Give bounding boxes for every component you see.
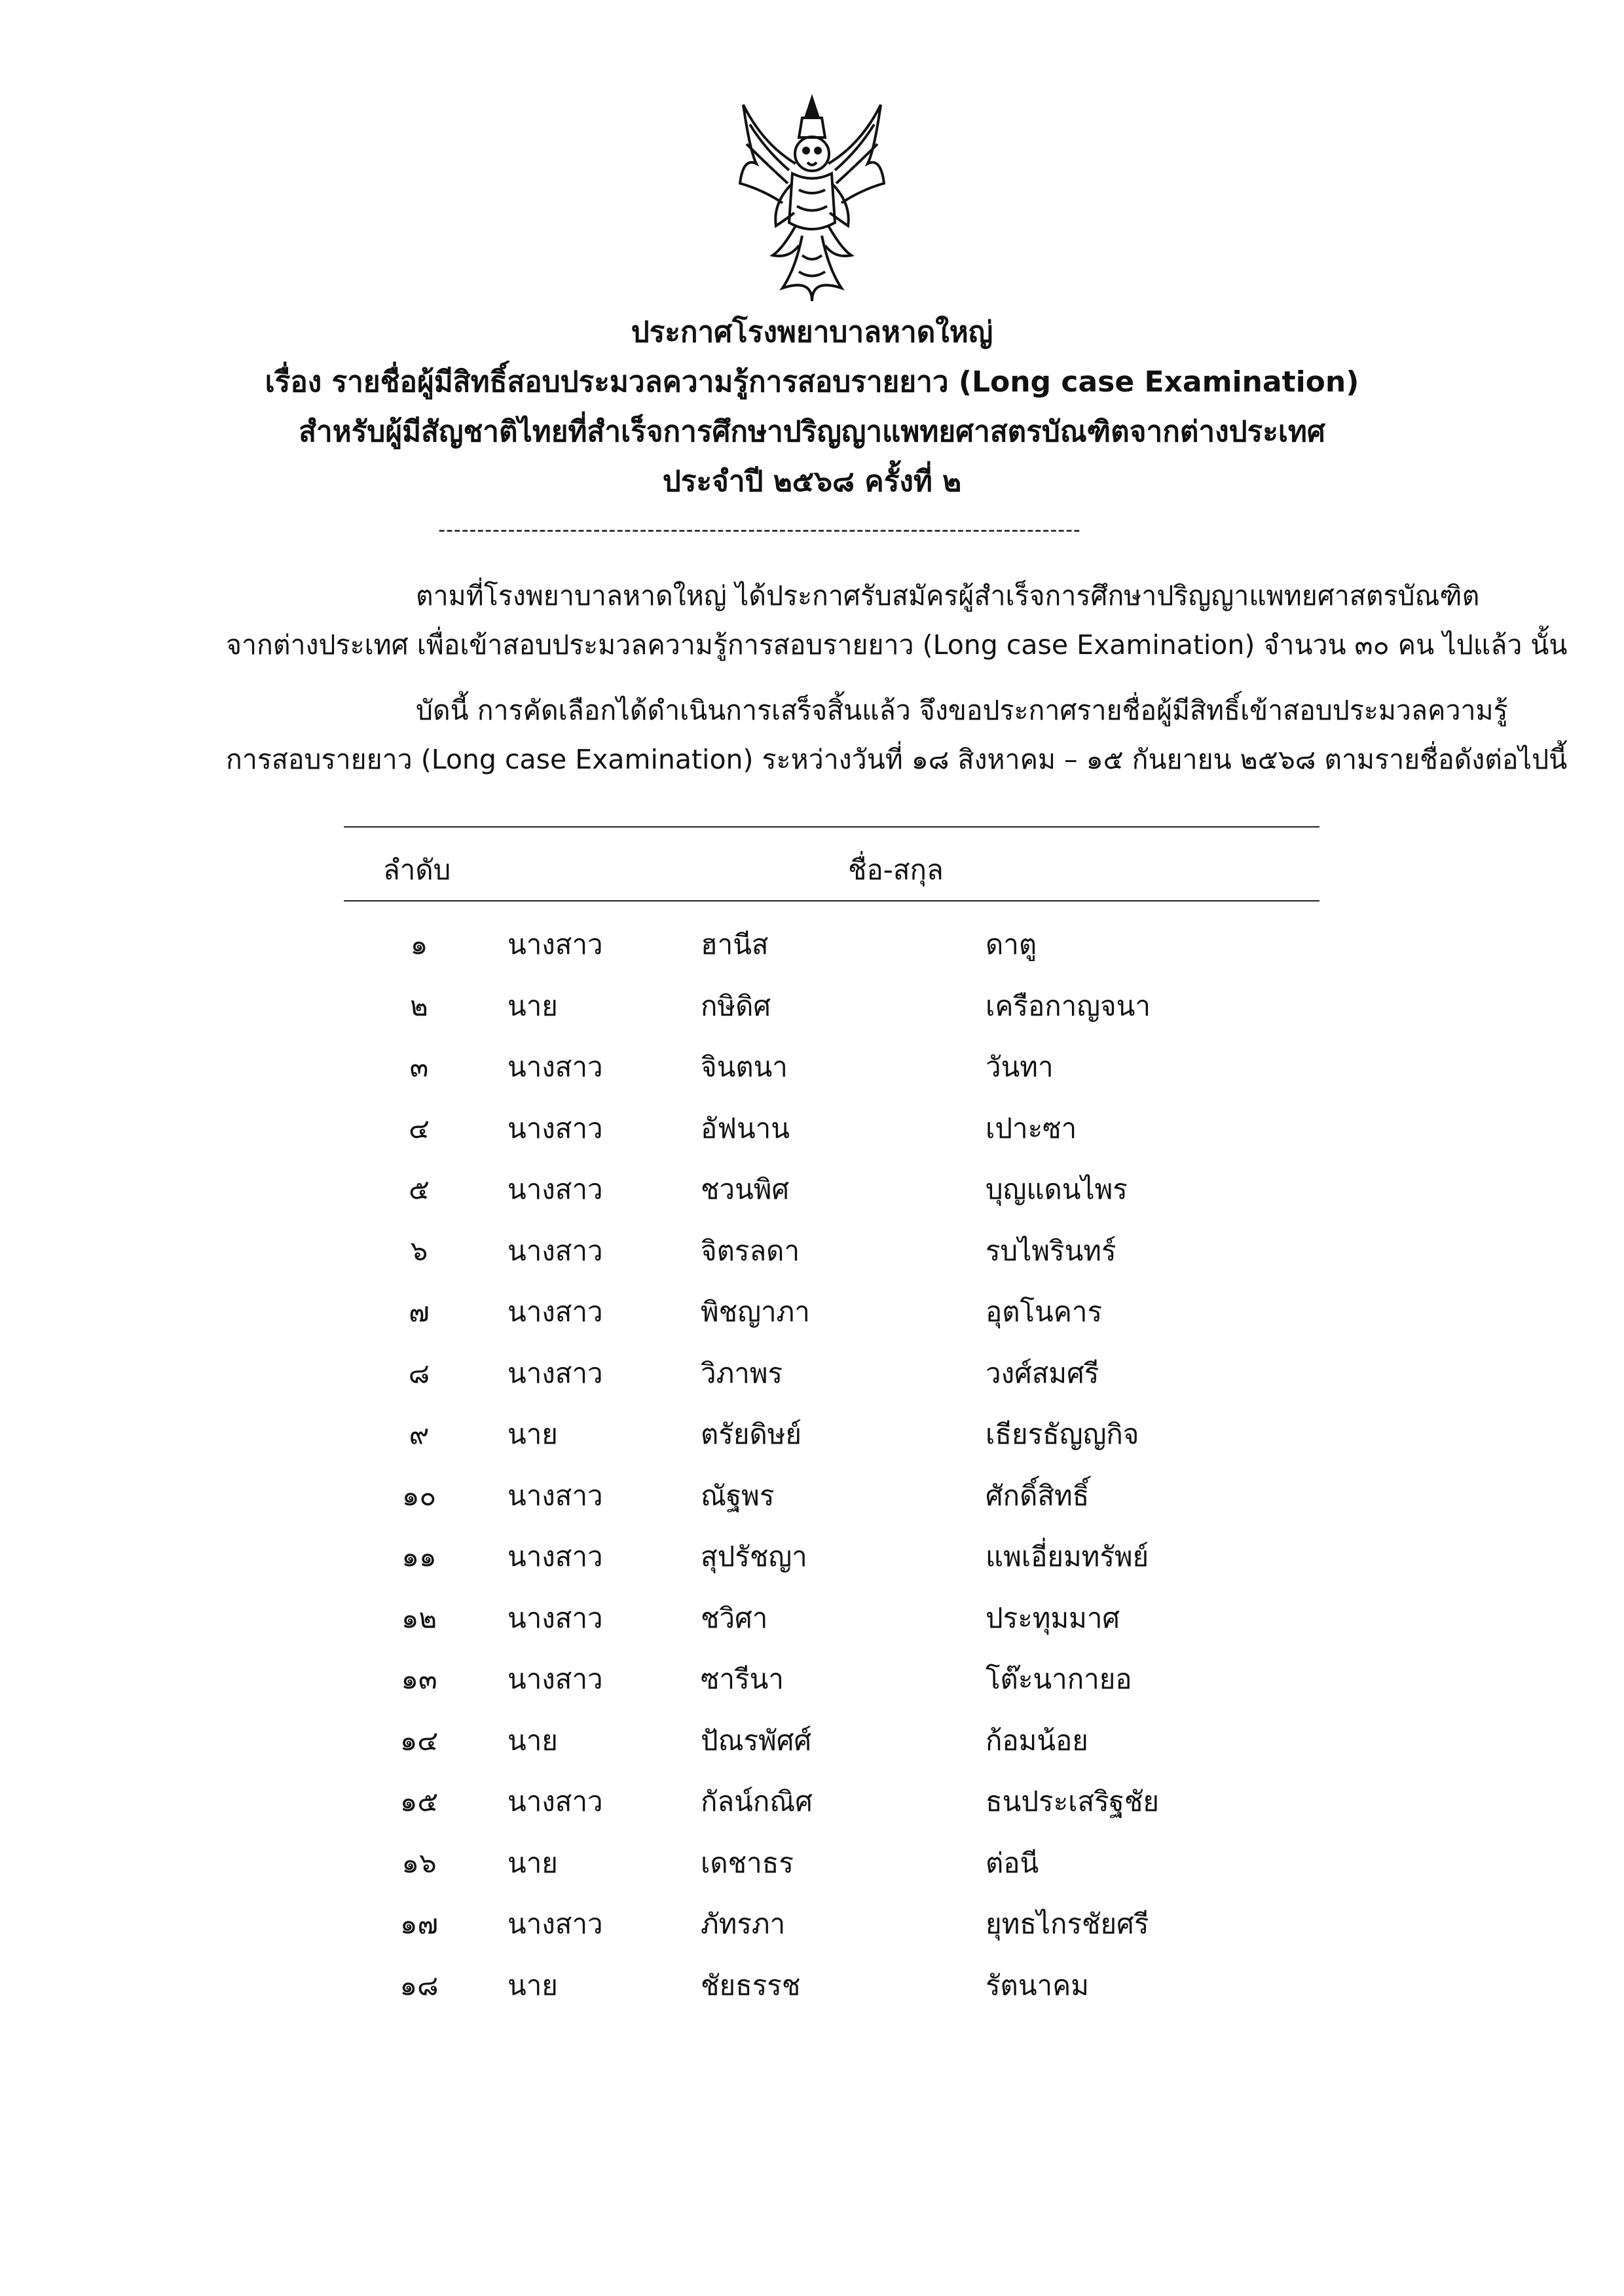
row-last-name: ดาตู — [986, 928, 1037, 960]
row-first-name: กษิดิศ — [701, 989, 771, 1022]
table-row — [0, 985, 1624, 1046]
row-title: นาย — [507, 1418, 558, 1450]
table-header-rule — [344, 900, 1320, 902]
row-first-name: ชวิศา — [701, 1601, 768, 1634]
row-number: ๑๘ — [399, 1969, 439, 2001]
row-number: ๔ — [409, 1112, 430, 1144]
row-last-name: ศักดิ์สิทธิ์ — [986, 1479, 1090, 1512]
table-row — [0, 1352, 1624, 1413]
row-title: นางสาว — [507, 1173, 603, 1205]
row-title: นางสาว — [507, 1234, 603, 1267]
table-row — [0, 1290, 1624, 1351]
row-number: ๑๒ — [401, 1601, 437, 1634]
row-last-name: รบไพรินทร์ — [986, 1234, 1116, 1267]
table-row — [0, 1230, 1624, 1290]
table-row — [0, 1903, 1624, 1963]
row-last-name: ธนประเสริฐชัย — [986, 1785, 1159, 1817]
row-number: ๑๐ — [401, 1479, 437, 1512]
paragraph-1-line-2: จากต่างประเทศ เพื่อเข้าสอบประมวลความรู้การสอบรายยาว (Long case Examination) จำนวน ๓๐ คน ไปแล้ว นั้น — [226, 629, 1568, 661]
row-title: นางสาว — [507, 1601, 603, 1634]
table-row — [0, 1413, 1624, 1474]
row-title: นางสาว — [507, 1908, 603, 1940]
row-first-name: ปัณรพัศศ์ — [701, 1724, 812, 1757]
row-number: ๑๓ — [401, 1663, 437, 1695]
row-title: นาย — [507, 1846, 558, 1879]
row-last-name: โต๊ะนากายอ — [986, 1663, 1132, 1695]
table-header-order: ลำดับ — [383, 854, 451, 886]
row-number: ๑๖ — [401, 1846, 437, 1879]
row-number: ๑๕ — [399, 1785, 439, 1817]
row-title: นาย — [507, 1969, 558, 2001]
table-row — [0, 1535, 1624, 1596]
row-title: นางสาว — [507, 1296, 603, 1328]
table-row — [0, 923, 1624, 984]
table-row — [0, 1597, 1624, 1658]
announcement-title: ประกาศโรงพยาบาลหาดใหญ่ — [631, 316, 993, 349]
row-last-name: ต่อนี — [986, 1846, 1039, 1879]
row-first-name: วิภาพร — [701, 1357, 783, 1389]
paragraph-2-line-1: บัดนี้ การคัดเลือกได้ดำเนินการเสร็จสิ้นแล้ว จึงขอประกาศรายชื่อผู้มีสิทธิ์เข้าสอบประมวลความรู้ — [416, 695, 1508, 726]
row-last-name: เครือกาญจนา — [986, 989, 1151, 1022]
table-row — [0, 1168, 1624, 1229]
row-title: นางสาว — [507, 1357, 603, 1389]
row-number: ๑๑ — [401, 1540, 437, 1573]
announcement-subject: เรื่อง รายชื่อผู้มีสิทธิ์สอบประมวลความรู้การสอบรายยาว (Long case Examination) — [265, 365, 1359, 399]
row-last-name: วันทา — [986, 1051, 1054, 1083]
row-title: นางสาว — [507, 1663, 603, 1695]
row-first-name: ชัยธรรช — [701, 1969, 801, 2001]
row-first-name: เดชาธร — [701, 1846, 794, 1879]
row-number: ๑ — [410, 928, 428, 960]
row-number: ๒ — [410, 989, 428, 1022]
row-first-name: ภัทรภา — [701, 1908, 786, 1940]
row-first-name: ชวนพิศ — [701, 1173, 790, 1205]
row-title: นาย — [507, 1724, 558, 1757]
row-title: นางสาว — [507, 1051, 603, 1083]
row-first-name: ซารีนา — [701, 1663, 784, 1695]
row-title: นางสาว — [507, 928, 603, 960]
table-row — [0, 1046, 1624, 1106]
row-last-name: วงศ์สมศรี — [986, 1357, 1099, 1389]
row-last-name: แพเอี่ยมทรัพย์ — [986, 1540, 1149, 1573]
row-last-name: บุญแดนไพร — [986, 1173, 1128, 1205]
row-last-name: ประทุมมาศ — [986, 1601, 1120, 1634]
table-row — [0, 1474, 1624, 1535]
row-first-name: กัลน์กณิศ — [701, 1785, 813, 1817]
row-first-name: ณัฐพร — [701, 1479, 775, 1512]
table-row — [0, 1780, 1624, 1841]
row-first-name: จิตรลดา — [701, 1234, 800, 1267]
table-row — [0, 1964, 1624, 2025]
announcement-year: ประจำปี ๒๕๖๘ ครั้งที่ ๒ — [662, 465, 962, 498]
table-row — [0, 1107, 1624, 1168]
row-first-name: อัฟนาน — [701, 1112, 790, 1144]
row-number: ๑๗ — [399, 1908, 439, 1940]
row-last-name: ยุทธไกรชัยศรี — [986, 1908, 1149, 1940]
title-divider: ----------------------------------------------------------------------------------- — [438, 519, 1081, 541]
garuda-emblem-icon — [737, 92, 887, 301]
row-last-name: รัตนาคม — [986, 1969, 1089, 2001]
row-number: ๘ — [408, 1357, 430, 1389]
row-number: ๙ — [409, 1418, 430, 1450]
table-row — [0, 1658, 1624, 1719]
row-number: ๓ — [409, 1051, 429, 1083]
row-first-name: พิชญาภา — [701, 1296, 810, 1328]
row-first-name: ฮานีส — [701, 928, 769, 960]
row-number: ๕ — [409, 1173, 430, 1205]
row-first-name: ตรัยดิษย์ — [701, 1418, 802, 1450]
row-title: นางสาว — [507, 1540, 603, 1573]
row-last-name: เธียรธัญญกิจ — [986, 1418, 1139, 1450]
row-title: นาย — [507, 989, 558, 1022]
table-row — [0, 1719, 1624, 1780]
row-title: นางสาว — [507, 1785, 603, 1817]
row-number: ๗ — [409, 1296, 430, 1328]
paragraph-2-line-2: การสอบรายยาว (Long case Examination) ระหว่างวันที่ ๑๘ สิงหาคม – ๑๕ กันยายน ๒๕๖๘ ตามรายชื่อดังต่อไปนี้ — [226, 744, 1568, 775]
row-number: ๑๔ — [399, 1724, 439, 1757]
row-first-name: จินตนา — [701, 1051, 788, 1083]
row-last-name: อุตโนคาร — [986, 1296, 1103, 1328]
row-last-name: ก้อมน้อย — [986, 1724, 1088, 1757]
table-row — [0, 1842, 1624, 1903]
row-number: ๖ — [410, 1234, 428, 1267]
paragraph-1-line-1: ตามที่โรงพยาบาลหาดใหญ่ ได้ประกาศรับสมัครผู้สำเร็จการศึกษาปริญญาแพทยศาสตรบัณฑิต — [416, 580, 1480, 611]
row-last-name: เปาะซา — [986, 1112, 1077, 1144]
table-header-name: ชื่อ-สกุล — [848, 854, 944, 886]
row-title: นางสาว — [507, 1112, 603, 1144]
row-first-name: สุปรัชญา — [701, 1540, 807, 1573]
announcement-target-group: สำหรับผู้มีสัญชาติไทยที่สำเร็จการศึกษาปริญญาแพทยศาสตรบัณฑิตจากต่างประเทศ — [299, 415, 1325, 448]
table-top-rule — [344, 826, 1320, 828]
row-title: นางสาว — [507, 1479, 603, 1512]
